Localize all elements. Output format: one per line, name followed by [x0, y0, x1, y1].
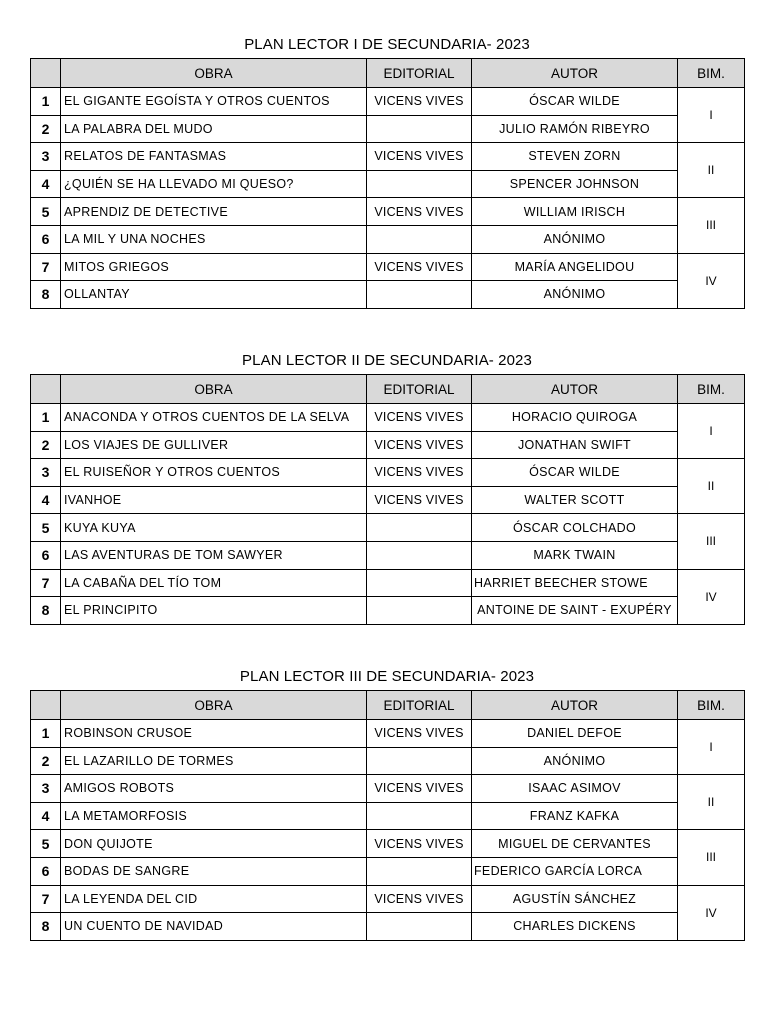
header-obra: OBRA [61, 691, 367, 720]
book-title: LA METAMORFOSIS [61, 802, 367, 830]
publisher [367, 115, 472, 143]
publisher: VICENS VIVES [367, 404, 472, 432]
row-number: 8 [31, 913, 61, 941]
book-title: EL GIGANTE EGOÍSTA Y OTROS CUENTOS [61, 88, 367, 116]
publisher: VICENS VIVES [367, 720, 472, 748]
publisher: VICENS VIVES [367, 830, 472, 858]
book-title: UN CUENTO DE NAVIDAD [61, 913, 367, 941]
plan-lector-2-section [30, 348, 744, 625]
bimester: II [678, 459, 745, 514]
row-number: 5 [31, 514, 61, 542]
reading-plan-table [30, 58, 745, 309]
table-row [31, 170, 745, 198]
publisher [367, 170, 472, 198]
table-row [31, 830, 745, 858]
bimester: II [678, 775, 745, 830]
publisher: VICENS VIVES [367, 88, 472, 116]
author: MARK TWAIN [472, 541, 678, 569]
book-title: EL PRINCIPITO [61, 597, 367, 625]
table-row [31, 88, 745, 116]
row-number: 7 [31, 569, 61, 597]
row-number: 2 [31, 115, 61, 143]
book-title: ROBINSON CRUSOE [61, 720, 367, 748]
publisher: VICENS VIVES [367, 143, 472, 171]
author: WALTER SCOTT [472, 486, 678, 514]
row-number: 3 [31, 775, 61, 803]
book-title: LAS AVENTURAS DE TOM SAWYER [61, 541, 367, 569]
publisher [367, 597, 472, 625]
plan-lector-3-section [30, 664, 744, 941]
row-number: 4 [31, 170, 61, 198]
book-title: DON QUIJOTE [61, 830, 367, 858]
row-number: 5 [31, 830, 61, 858]
table-row [31, 541, 745, 569]
book-title: LA LEYENDA DEL CID [61, 885, 367, 913]
header-bim: BIM. [678, 691, 745, 720]
section-title: PLAN LECTOR II DE SECUNDARIA- 2023 [242, 352, 532, 369]
row-number: 2 [31, 747, 61, 775]
publisher [367, 514, 472, 542]
table-row [31, 514, 745, 542]
author: HORACIO QUIROGA [472, 404, 678, 432]
row-number: 4 [31, 486, 61, 514]
book-title: MITOS GRIEGOS [61, 253, 367, 281]
row-number: 6 [31, 225, 61, 253]
header-editorial: EDITORIAL [367, 691, 472, 720]
author: ÓSCAR COLCHADO [472, 514, 678, 542]
row-number: 3 [31, 459, 61, 487]
publisher [367, 225, 472, 253]
table-row [31, 597, 745, 625]
table-row [31, 913, 745, 941]
header-number [31, 691, 61, 720]
header-autor: AUTOR [472, 59, 678, 88]
table-row [31, 253, 745, 281]
author: JULIO RAMÓN RIBEYRO [472, 115, 678, 143]
header-bim: BIM. [678, 375, 745, 404]
publisher: VICENS VIVES [367, 253, 472, 281]
book-title: LOS VIAJES DE GULLIVER [61, 431, 367, 459]
row-number: 5 [31, 198, 61, 226]
table-row [31, 720, 745, 748]
bimester: I [678, 720, 745, 775]
table-row [31, 885, 745, 913]
author: DANIEL DEFOE [472, 720, 678, 748]
publisher: VICENS VIVES [367, 198, 472, 226]
book-title: LA MIL Y UNA NOCHES [61, 225, 367, 253]
header-editorial: EDITORIAL [367, 375, 472, 404]
book-title: LA CABAÑA DEL TÍO TOM [61, 569, 367, 597]
book-title: LA PALABRA DEL MUDO [61, 115, 367, 143]
publisher [367, 802, 472, 830]
row-number: 6 [31, 857, 61, 885]
table-row [31, 431, 745, 459]
row-number: 2 [31, 431, 61, 459]
table-row [31, 115, 745, 143]
section-title: PLAN LECTOR III DE SECUNDARIA- 2023 [239, 668, 535, 685]
plan-lector-1-section [30, 32, 744, 309]
row-number: 7 [31, 885, 61, 913]
table-row [31, 857, 745, 885]
author: JONATHAN SWIFT [472, 431, 678, 459]
author: ANTOINE DE SAINT - EXUPÉRY [472, 597, 678, 625]
publisher [367, 281, 472, 309]
author: FRANZ KAFKA [472, 802, 678, 830]
publisher [367, 913, 472, 941]
row-number: 3 [31, 143, 61, 171]
publisher: VICENS VIVES [367, 885, 472, 913]
author: ANÓNIMO [472, 747, 678, 775]
row-number: 1 [31, 720, 61, 748]
table-row [31, 198, 745, 226]
publisher: VICENS VIVES [367, 431, 472, 459]
publisher: VICENS VIVES [367, 486, 472, 514]
table-row [31, 281, 745, 309]
header-obra: OBRA [61, 59, 367, 88]
row-number: 8 [31, 281, 61, 309]
header-row [31, 59, 745, 88]
header-row [31, 375, 745, 404]
bimester: III [678, 198, 745, 253]
table-row [31, 802, 745, 830]
author: CHARLES DICKENS [472, 913, 678, 941]
bimester: III [678, 514, 745, 569]
header-editorial: EDITORIAL [367, 59, 472, 88]
author: ÓSCAR WILDE [472, 88, 678, 116]
header-bim: BIM. [678, 59, 745, 88]
section-title: PLAN LECTOR I DE SECUNDARIA- 2023 [244, 36, 530, 53]
bimester: III [678, 830, 745, 885]
bimester: I [678, 404, 745, 459]
table-row [31, 747, 745, 775]
book-title: ¿QUIÉN SE HA LLEVADO MI QUESO? [61, 170, 367, 198]
table-row [31, 486, 745, 514]
header-autor: AUTOR [472, 375, 678, 404]
header-row [31, 691, 745, 720]
row-number: 7 [31, 253, 61, 281]
header-obra: OBRA [61, 375, 367, 404]
header-number [31, 59, 61, 88]
publisher: VICENS VIVES [367, 775, 472, 803]
header-autor: AUTOR [472, 691, 678, 720]
book-title: EL RUISEÑOR Y OTROS CUENTOS [61, 459, 367, 487]
bimester: II [678, 143, 745, 198]
author: STEVEN ZORN [472, 143, 678, 171]
book-title: AMIGOS ROBOTS [61, 775, 367, 803]
author: SPENCER JOHNSON [472, 170, 678, 198]
author: ANÓNIMO [472, 225, 678, 253]
bimester: IV [678, 253, 745, 308]
table-row [31, 404, 745, 432]
author: AGUSTÍN SÁNCHEZ [472, 885, 678, 913]
author: ANÓNIMO [472, 281, 678, 309]
author: ISAAC ASIMOV [472, 775, 678, 803]
bimester: IV [678, 569, 745, 624]
table-row [31, 775, 745, 803]
row-number: 1 [31, 88, 61, 116]
book-title: APRENDIZ DE DETECTIVE [61, 198, 367, 226]
bimester: I [678, 88, 745, 143]
publisher [367, 747, 472, 775]
table-row [31, 225, 745, 253]
row-number: 1 [31, 404, 61, 432]
book-title: OLLANTAY [61, 281, 367, 309]
publisher [367, 541, 472, 569]
author: MARÍA ANGELIDOU [472, 253, 678, 281]
row-number: 6 [31, 541, 61, 569]
table-row [31, 569, 745, 597]
book-title: BODAS DE SANGRE [61, 857, 367, 885]
header-number [31, 375, 61, 404]
bimester: IV [678, 885, 745, 940]
author: WILLIAM IRISCH [472, 198, 678, 226]
author: MIGUEL DE CERVANTES [472, 830, 678, 858]
book-title: EL LAZARILLO DE TORMES [61, 747, 367, 775]
author: FEDERICO GARCÍA LORCA [472, 857, 678, 885]
publisher [367, 569, 472, 597]
book-title: KUYA KUYA [61, 514, 367, 542]
row-number: 4 [31, 802, 61, 830]
publisher: VICENS VIVES [367, 459, 472, 487]
reading-plan-table [30, 690, 745, 941]
book-title: ANACONDA Y OTROS CUENTOS DE LA SELVA [61, 404, 367, 432]
book-title: RELATOS DE FANTASMAS [61, 143, 367, 171]
table-row [31, 459, 745, 487]
table-row [31, 143, 745, 171]
reading-plan-table [30, 374, 745, 625]
publisher [367, 857, 472, 885]
author: HARRIET BEECHER STOWE [472, 569, 678, 597]
book-title: IVANHOE [61, 486, 367, 514]
row-number: 8 [31, 597, 61, 625]
author: ÓSCAR WILDE [472, 459, 678, 487]
